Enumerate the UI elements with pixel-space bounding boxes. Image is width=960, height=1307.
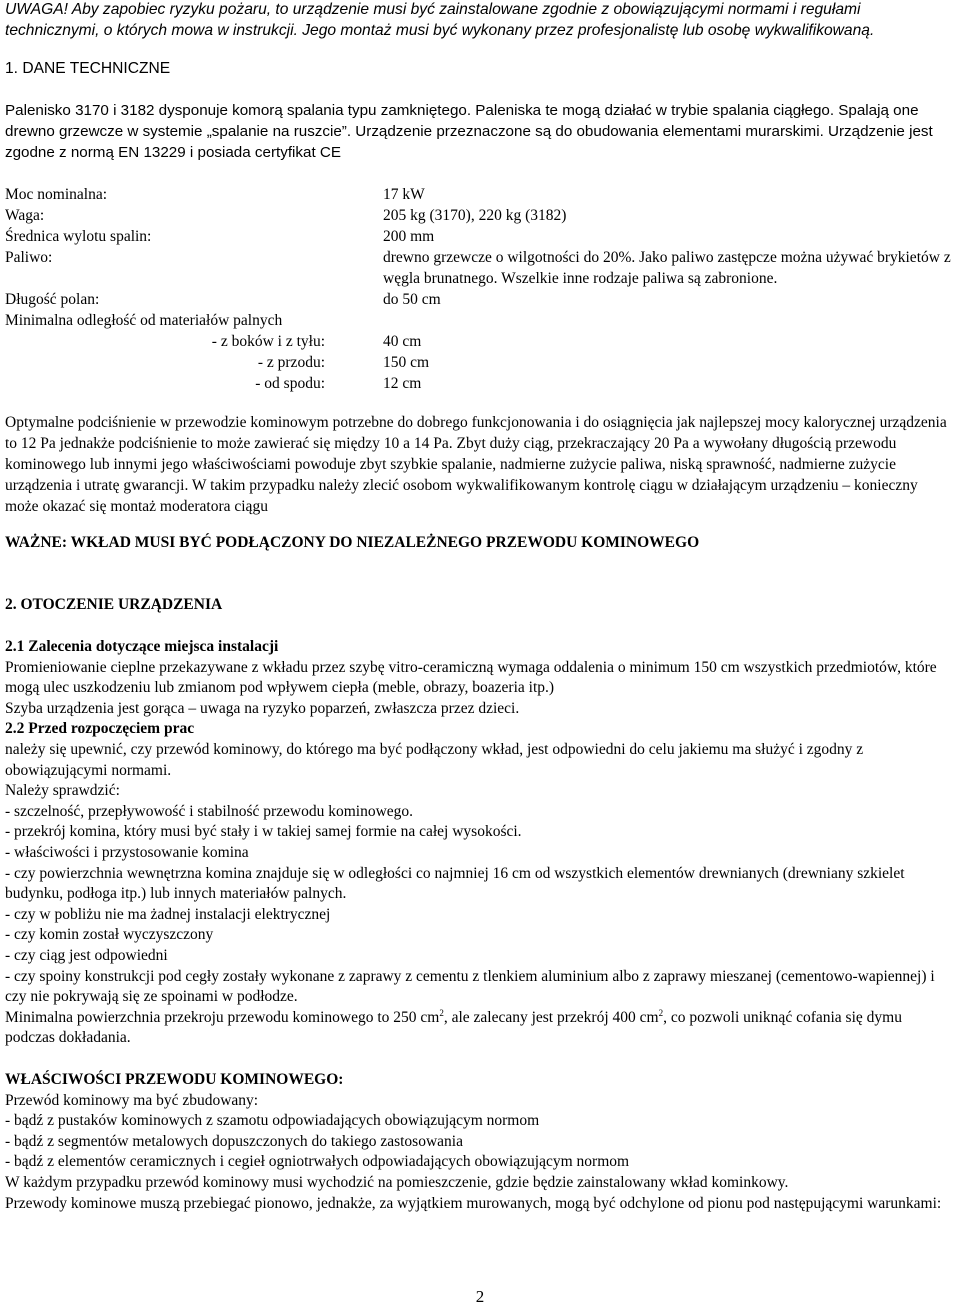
superscript: 2	[439, 1007, 444, 1018]
spec-value: do 50 cm	[383, 291, 441, 308]
list-item: - czy spoiny konstrukcji pod cegły zostały wykonane z zaprawy z cementu z tlenkiem aluminium albo z zaprawy mieszanej (cementowo-wapiennej) i czy nie pokrywają się ze spoinami w podłodze.	[5, 967, 935, 1006]
check-list-title: Należy sprawdzić:	[5, 782, 120, 800]
list-item: - czy komin został wyczyszczony	[5, 926, 214, 944]
spec-value: 205 kg (3170), 220 kg (3182)	[383, 207, 567, 224]
spec-label: Paliwo:	[5, 249, 53, 266]
distance-label: - od spodu:	[255, 375, 325, 392]
spec-row-outlet	[5, 226, 955, 247]
spec-row-power	[5, 184, 955, 205]
technical-specs-table	[5, 184, 955, 394]
list-item: - bądź z pustaków kominowych z szamotu odpowiadających obowiązującym normom	[5, 1112, 540, 1130]
draft-paragraph: Optymalne podciśnienie w przewodzie kominowym potrzebne do dobrego funkcjonowania i do osiągnięcia jak najlepszej mocy kalorycznej urządzenia to 12 Pa jednakże podciśnienie to może zawierać się między 10 a 14 Pa. Zbyt duży ciąg, przekraczający 20 Pa a wywołany długością przewodu kominowego lub innymi jego właściwościami powoduje zbyt szybkie spalanie, nadmierne zużycie paliwa, niską sprawność, nadmierne zużycie urządzenia i utratę gwarancji. W takim przypadku należy zlecić osobom wykwalifikowanym kontrolę ciągu w działającym urządzeniu – konieczny może okazać się montaż moderatora ciągu	[5, 414, 947, 515]
section-2-title: 2. OTOCZENIE URZĄDZENIA	[5, 596, 223, 613]
subsection-2-1-title: 2.1 Zalecenia dotyczące miejsca instalacji	[5, 638, 279, 655]
cross-section-text-b: , ale zalecany jest przekrój 400 cm	[443, 1008, 659, 1026]
subsection-2-1-text: Promieniowanie cieplne przekazywane z wkładu przez szybę vitro-ceramiczną wymaga oddalenia o minimum 150 cm wszystkich przedmiotów, które mogą ulec uszkodzeniu lub zmianom pod wpływem ciepła (meble, obrazy, boazeria itp.)	[5, 658, 937, 697]
distance-row-sides	[5, 331, 955, 352]
spec-value: 200 mm	[383, 228, 435, 245]
chimney-text-2: Przewody kominowe muszą przebiegać pionowo, jednakże, za wyjątkiem murowanych, mogą być odchylone od pionu pod następującymi warunkami:	[5, 1194, 942, 1212]
spec-label: Średnica wylotu spalin:	[5, 228, 152, 245]
chimney-section	[5, 1070, 952, 1214]
distance-row-front	[5, 352, 955, 373]
spec-label: Waga:	[5, 207, 45, 224]
distance-value: 40 cm	[383, 333, 422, 350]
spec-value: drewno grzewcze o wilgotności do 20%. Jako paliwo zastępcze można używać brykietów z węgla brunatnego. Wszelkie inne rodzaje paliwa są zabronione.	[383, 249, 951, 287]
spec-value: 17 kW	[383, 186, 425, 203]
subsection-2-2-title: 2.2 Przed rozpoczęciem prac	[5, 720, 195, 738]
list-item: - przekrój komina, który musi być stały i w takiej samej formie na całej wysokości.	[5, 823, 522, 841]
important-notice: WAŻNE: WKŁAD MUSI BYĆ PODŁĄCZONY DO NIEZALEŻNEGO PRZEWODU KOMINOWEGO	[5, 534, 700, 551]
distance-value: 150 cm	[383, 354, 430, 371]
distance-title-row	[5, 310, 955, 331]
chimney-text-1: W każdym przypadku przewód kominowy musi wychodzić na pomieszczenie, gdzie będzie zainstalowany wkład kominkowy.	[5, 1173, 789, 1191]
list-item: - bądź z elementów ceramicznych i cegieł ogniotrwałych odpowiadających obowiązującym normom	[5, 1153, 630, 1171]
list-item: - bądź z segmentów metalowych dopuszczonych do takiego zastosowania	[5, 1132, 463, 1150]
chimney-title: WŁAŚCIWOŚCI PRZEWODU KOMINOWEGO:	[5, 1071, 344, 1088]
superscript: 2	[658, 1007, 664, 1018]
list-item: - właściwości i przystosowanie komina	[5, 843, 249, 861]
glass-warning: Szyba urządzenia jest gorąca – uwaga na ryzyko poparzeń, zwłaszcza przez dzieci.	[5, 699, 520, 717]
list-item: - czy powierzchnia wewnętrzna komina znajduje się w odległości co najmniej 16 cm od wszystkich elementów drewnianych (drewniany szkielet budynku, podłoga itp.) lub innych materiałów palnych.	[5, 864, 905, 903]
list-item: - czy ciąg jest odpowiedni	[5, 946, 168, 964]
cross-section-paragraph	[5, 1008, 952, 1049]
cross-section-text-c: , co pozwoli uniknąć cofania się dymu podczas dokładania.	[5, 1008, 902, 1047]
spec-label: Długość polan:	[5, 291, 100, 308]
page-number: 2	[475, 1287, 485, 1306]
spec-row-fuel	[5, 247, 955, 289]
distance-row-bottom	[5, 373, 955, 394]
distance-label: - z boków i z tyłu:	[211, 333, 325, 350]
list-item: - czy w pobliżu nie ma żadnej instalacji elektrycznej	[5, 905, 331, 923]
section-1-title: 1. DANE TECHNICZNE	[5, 60, 171, 77]
spec-row-weight	[5, 205, 955, 226]
distance-value: 12 cm	[383, 375, 422, 392]
spec-row-log-length	[5, 289, 955, 310]
list-item: - szczelność, przepływowość i stabilność przewodu kominowego.	[5, 802, 414, 820]
warning-note: UWAGA! Aby zapobiec ryzyku pożaru, to urządzenie musi być zainstalowane zgodnie z obowiązującymi normami i regułami technicznymi, o których mowa w instrukcji. Jego montaż musi być wykonany przez profesjonalistę lub osobę wykwalifikowaną.	[5, 1, 875, 39]
distance-title: Minimalna odległość od materiałów palnych	[5, 312, 283, 329]
distance-label: - z przodu:	[257, 354, 325, 371]
section-1-intro: Palenisko 3170 i 3182 dysponuje komorą spalania typu zamkniętego. Paleniska te mogą działać w trybie spalania ciągłego. Spalają one drewno grzewcze w systemie „spalanie na ruszcie”. Urządzenie przeznaczone są do obudowania elementami murarskimi. Urządzenie jest zgodne z normą EN 13229 i posiada certyfikat CE	[5, 102, 933, 161]
spec-label: Moc nominalna:	[5, 186, 108, 203]
cross-section-text-a: Minimalna powierzchnia przekroju przewodu kominowego to 250 cm	[5, 1008, 440, 1026]
section-2-content	[5, 637, 952, 1049]
subsection-2-2-text: należy się upewnić, czy przewód kominowy, do którego ma być podłączony wkład, jest odpowiedni do celu jakiemu ma służyć i zgodny z obowiązującymi normami.	[5, 740, 864, 779]
chimney-intro: Przewód kominowy ma być zbudowany:	[5, 1091, 259, 1109]
